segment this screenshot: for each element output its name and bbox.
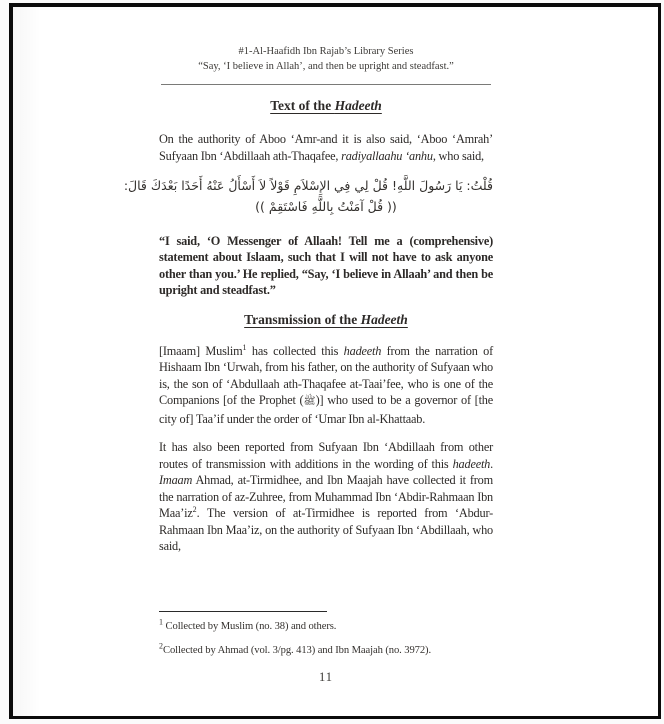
section-heading-transmission [159, 312, 493, 328]
paragraph-text: from the narration of Hishaam Ibn ‘Urwah, from his father, on the authority of Sufyaan who is, the son of ‘Abdullaah ath-Thaqafee at-Taai’fee, who is one of the Companions [of the Prophet ( [159, 343, 494, 408]
footnote-1 [159, 617, 493, 633]
footnote-1-text: Collected by Muslim (no. 38) and others. [163, 621, 337, 632]
heading-hadeeth-italic: Hadeeth [334, 98, 382, 113]
intro-text: On the authority of Aboo ‘Amr-and it is also said, ‘Aboo ‘Amrah’ Sufyaan Ibn ‘Abdillaah ath-Thaqafee, [159, 132, 493, 163]
paragraph-text: [Imaam] Muslim [159, 343, 243, 358]
footnote-divider-rule [159, 611, 327, 612]
footnote-2-text: Collected by Ahmad (vol. 3/pg. 413) and Ibn Maajah (no. 3972). [163, 645, 432, 656]
arabic-line-1: قُلْتُ: يَا رَسُولَ اللَّهِ! قُلْ لِي فِي الإِسْلاَمِ قَوْلاً لاَ أَسْأَلُ عَنْهُ أَحَدًا بَعْدَكَ قَالَ: [123, 178, 493, 193]
intro-paragraph [159, 131, 493, 164]
paragraph-text: It has also been reported from Sufyaan Ibn ‘Abdillaah from other routes of transmission with additions in the wording of this [159, 440, 493, 471]
heading-text: Text of the [270, 98, 335, 113]
transmission-paragraph-2 [159, 439, 493, 555]
paragraph-text: . [490, 456, 493, 471]
intro-text-end: , who said, [432, 148, 484, 163]
footnote-2-reference: 2 [192, 505, 197, 515]
section-heading-text-of-hadeeth [159, 98, 493, 114]
translation-quote-paragraph: “I said, ‘O Messenger of Allaah! Tell me a (comprehensive) statement about Islaam, such that I will not have to ask anyone other than you.’ He replied, “Say, ‘I believe in Allaah’ and then be upright and steadfast.” [159, 234, 493, 298]
page-footer [159, 611, 493, 684]
footnote-1-reference: 1 [242, 342, 247, 352]
header-series-title: #1-Al-Haafidh Ibn Rajab’s Library Series [238, 46, 414, 57]
heading-hadeeth-italic: Hadeeth [360, 311, 408, 327]
paragraph-text: Ahmad, at-Tirmidhee, and Ibn Maajah have collected it from the narration of az-Zuhree, from Muhammad Ibn ‘Abdir-Rahmaan Ibn Maa’iz [159, 473, 493, 521]
scanned-book-page [9, 3, 661, 719]
page-content-column [123, 45, 494, 555]
header-hadeeth-quote: “Say, ‘I believe in Allah’, and then be upright and steadfast.” [198, 60, 454, 72]
running-header [159, 45, 493, 74]
heading-text: Transmission of the [244, 311, 361, 327]
prophet-salutation-symbol: ﷺ [303, 396, 316, 408]
transmission-paragraph-1 [159, 343, 493, 428]
paragraph-text: . The version of at-Tirmidhee is reported from ‘Abdur-Rahmaan Ibn Maa’iz, on the authority of Sufyaan Ibn ‘Abdillaah, who said, [159, 506, 493, 554]
paragraph-text: )] who used to be a governor of [the city of] Taa’if under the order of ‘Umar Ibn al-Khattaab. [159, 393, 494, 426]
imaam-italic: Imaam [159, 473, 193, 488]
footnote-2 [159, 641, 493, 657]
footnote-2-marker: 2 [159, 641, 163, 651]
hadeeth-italic: hadeeth [452, 456, 491, 471]
arabic-line-2: (( قُلْ آمَنْتُ بِاللَّهِ فَاسْتَقِمْ )) [255, 199, 397, 214]
hadeeth-italic: hadeeth [343, 343, 382, 358]
page-number: 11 [318, 670, 334, 684]
footnote-1-marker: 1 [159, 617, 163, 627]
arabic-hadeeth-text [123, 175, 493, 217]
paragraph-text: has collected this [246, 343, 344, 358]
radiyallaahu-anhu-italic: radiyallaahu ‘anhu [341, 148, 433, 163]
header-divider-rule [161, 84, 491, 85]
